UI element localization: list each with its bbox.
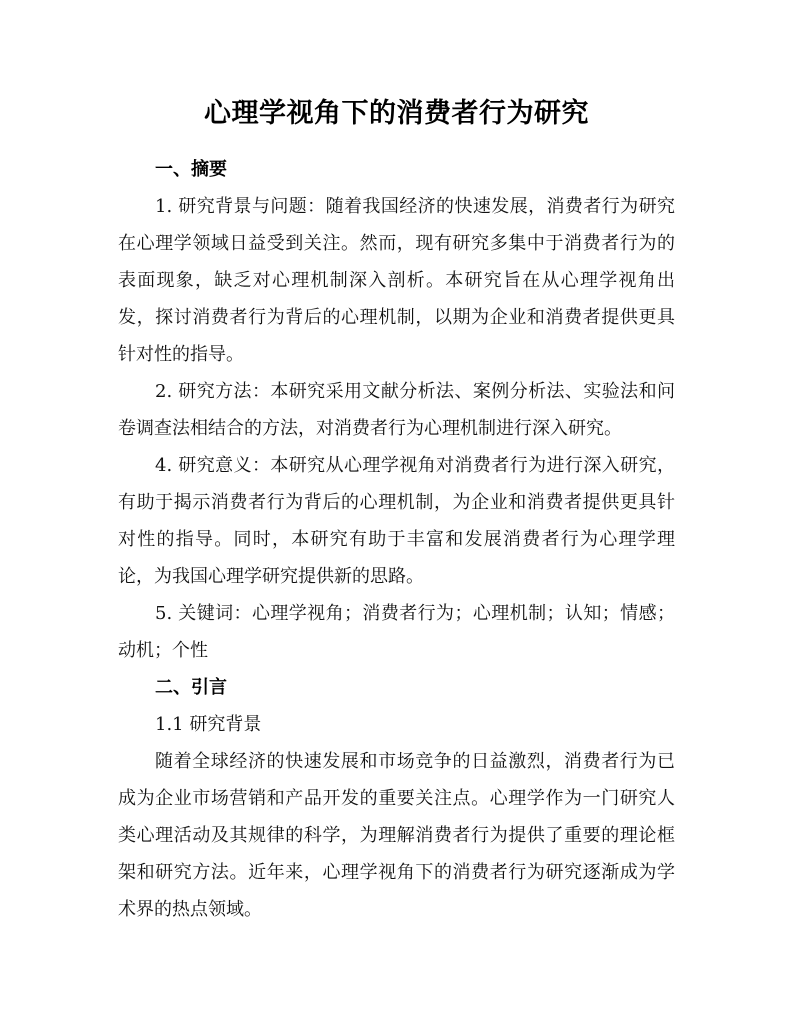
document-title: 心理学视角下的消费者行为研究 (204, 98, 589, 129)
abstract-paragraph-background: 1. 研究背景与问题：随着我国经济的快速发展，消费者行为研究在心理学领域日益受到关注。然而，现有研究多集中于消费者行为的表面现象，缺乏对心理机制深入剖析。本研究旨在从心理学视角出发，探讨消费者行为背后的心理机制，以期为企业和消费者提供更具针对性的指导。 (118, 196, 675, 365)
abstract-paragraph-methods: 2. 研究方法：本研究采用文献分析法、案例分析法、实验法和问卷调查法相结合的方法，对消费者行为心理机制进行深入研究。 (118, 381, 675, 439)
subsection-heading-background: 1.1 研究背景 (155, 714, 262, 735)
abstract-paragraph-significance: 4. 研究意义：本研究从心理学视角对消费者行为进行深入研究，有助于揭示消费者行为背后的心理机制，为企业和消费者提供更具针对性的指导。同时，本研究有助于丰富和发展消费者行为心理学理论，为我国心理学研究提供新的思路。 (118, 455, 675, 587)
introduction-paragraph: 随着全球经济的快速发展和市场竞争的日益激烈，消费者行为已成为企业市场营销和产品开发的重要关注点。心理学作为一门研究人类心理活动及其规律的科学，为理解消费者行为提供了重要的理论框架和研究方法。近年来，心理学视角下的消费者行为研究逐渐成为学术界的热点领域。 (118, 751, 675, 920)
section-heading-introduction: 二、引言 (155, 677, 227, 698)
section-heading-abstract: 一、摘要 (155, 159, 227, 180)
abstract-paragraph-keywords: 5. 关键词：心理学视角；消费者行为；心理机制；认知；情感；动机；个性 (118, 603, 675, 661)
